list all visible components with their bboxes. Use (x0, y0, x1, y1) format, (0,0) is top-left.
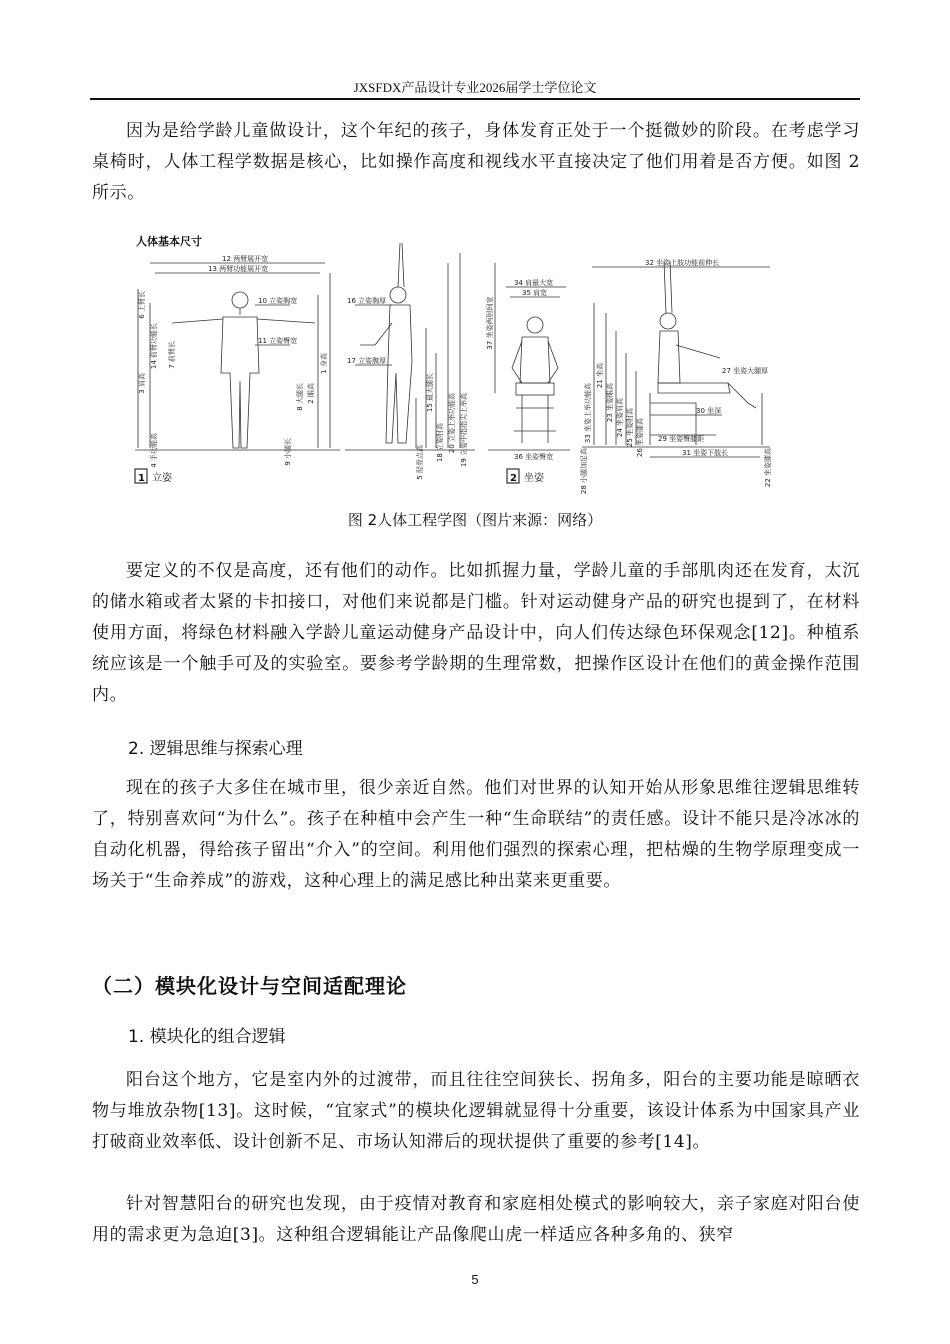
label-28: 28 小腿加足高 (580, 448, 588, 495)
figure-caption: 图 2人体工程学图（图片来源：网络） (347, 511, 603, 529)
label-19: 19 立姿中指指尖上举高 (460, 393, 468, 468)
label-22: 22 坐姿膝高 (764, 448, 772, 488)
label-24: 24 坐姿肩高 (616, 398, 624, 438)
label-25: 25 坐姿肘高 (626, 408, 634, 448)
label-33: 33 坐姿上举功能高 (584, 383, 592, 444)
label-29: 29 坐姿臀膝距 (658, 435, 705, 443)
label-32: 32 坐姿上肢功能前伸长 (645, 259, 720, 267)
label-3: 3 肩高 (138, 373, 146, 394)
label-23: 23 坐姿眼高 (606, 383, 614, 423)
label-12: 12 两臂展开宽 (222, 255, 269, 263)
label-8: 8 大腿长 (296, 383, 304, 411)
paragraph: 因为是给学龄儿童做设计，这个年纪的孩子，身体发育正处于一个挺微妙的阶段。在考虑学习桌椅时，人体工程学数据是核心，比如操作高度和视线水平直接决定了他们用着是否方便。如图 2所示。 (92, 121, 860, 203)
header-rule (90, 98, 860, 100)
label-35: 35 肩宽 (522, 289, 548, 297)
paragraph: 现在的孩子大多住在城市里，很少亲近自然。他们对世界的认知开始从形象思维往逻辑思维转了，特别喜欢问“为什么”。孩子在种植中会产生一种“生命联结”的责任感。设计不能只是冷冰冰的自动化机器，得给孩子留出“介入”的空间。利用他们强烈的探索心理，把枯燥的生物学原理变成一场关于“生命养成”的游戏，这种心理上的满足感比种出菜来更重要。 (92, 778, 860, 891)
label-15: 15 最大腿长 (426, 373, 434, 413)
label-2: 2 眼高 (307, 383, 315, 404)
paragraph: 针对智慧阳台的研究也发现，由于疫情对教育和家庭相处模式的影响较大，亲子家庭对阳台使用的需求更为急迫[3]。这种组合逻辑能让产品像爬山虎一样适应各种多角的、狭窄 (92, 1194, 860, 1245)
paragraph: 要定义的不仅是高度，还有他们的动作。比如抓握力量，学龄儿童的手部肌肉还在发育，太沉的储水箱或者太紧的卡扣接口，对他们来说都是门槛。针对运动健身产品的研究也提到了，在材料使用方面，将绿色材料融入学龄儿童运动健身产品设计中，向人们传达绿色环保观念[12]。种植系统应该是一个触手可及的实验室。要参考学龄期的生理常数，把操作区设计在他们的黄金操作范围内。 (92, 561, 860, 705)
label-1: 1 身高 (320, 353, 328, 374)
subheading: 2. 逻辑思维与探索心理 (128, 739, 303, 759)
label-26: 26 坐姿膝高 (636, 418, 644, 458)
label-11: 11 立姿臀宽 (258, 337, 298, 345)
subheading: 1. 模块化的组合逻辑 (128, 1027, 286, 1047)
paragraph: 阳台这个地方，它是室内外的过渡带，而且往往空间狭长、拐角多，阳台的主要功能是晾晒衣物与堆放杂物[13]。这时候，“宜家式”的模块化逻辑就显得十分重要，该设计体系为中国家具产业打破商业效率低、设计创新不足、市场认知滞后的现状提供了重要的参考[14]。 (92, 1070, 860, 1152)
label-18: 18 立姿肘高 (436, 423, 444, 463)
panel-2-label: 坐姿 (524, 473, 544, 484)
label-31: 31 坐姿下肢长 (682, 449, 729, 457)
label-37: 37 坐姿两肘间宽 (486, 296, 494, 350)
label-7: 7 前臂长 (168, 341, 176, 369)
label-10: 10 立姿胸宽 (258, 297, 298, 305)
label-5: 5 胫骨点高 (416, 445, 424, 480)
ergonomics-diagram (130, 233, 775, 501)
page-number: 5 (471, 1272, 479, 1287)
figure-title: 人体基本尺寸 (136, 235, 202, 248)
label-16: 16 立姿胸厚 (347, 297, 387, 305)
label-27: 27 坐姿大腿厚 (722, 367, 769, 375)
label-34: 34 肩最大宽 (514, 279, 554, 287)
label-36: 36 坐姿臀宽 (514, 453, 554, 461)
label-17: 17 立姿腹厚 (347, 357, 387, 365)
label-21: 21 坐高 (596, 363, 604, 389)
label-6: 6 上臂长 (138, 291, 146, 319)
running-header: JXSFDX产品设计专业2026届学士学位论文 (353, 80, 597, 95)
label-9: 9 小腿长 (284, 438, 292, 466)
panel-2-number: 2 (510, 473, 517, 484)
label-30: 30 坐深 (696, 407, 722, 415)
label-20: 20 立姿上举功能高 (448, 393, 456, 454)
label-13: 13 两臂功能展开宽 (208, 265, 269, 273)
section-heading: （二）模块化设计与空间适配理论 (92, 974, 407, 998)
label-14: 14 前臂功能长 (150, 323, 158, 370)
ergonomics-figure (130, 233, 775, 501)
label-4: 4 手功能高 (150, 433, 158, 468)
panel-1-label: 立姿 (152, 473, 172, 484)
panel-1-number: 1 (138, 473, 145, 484)
